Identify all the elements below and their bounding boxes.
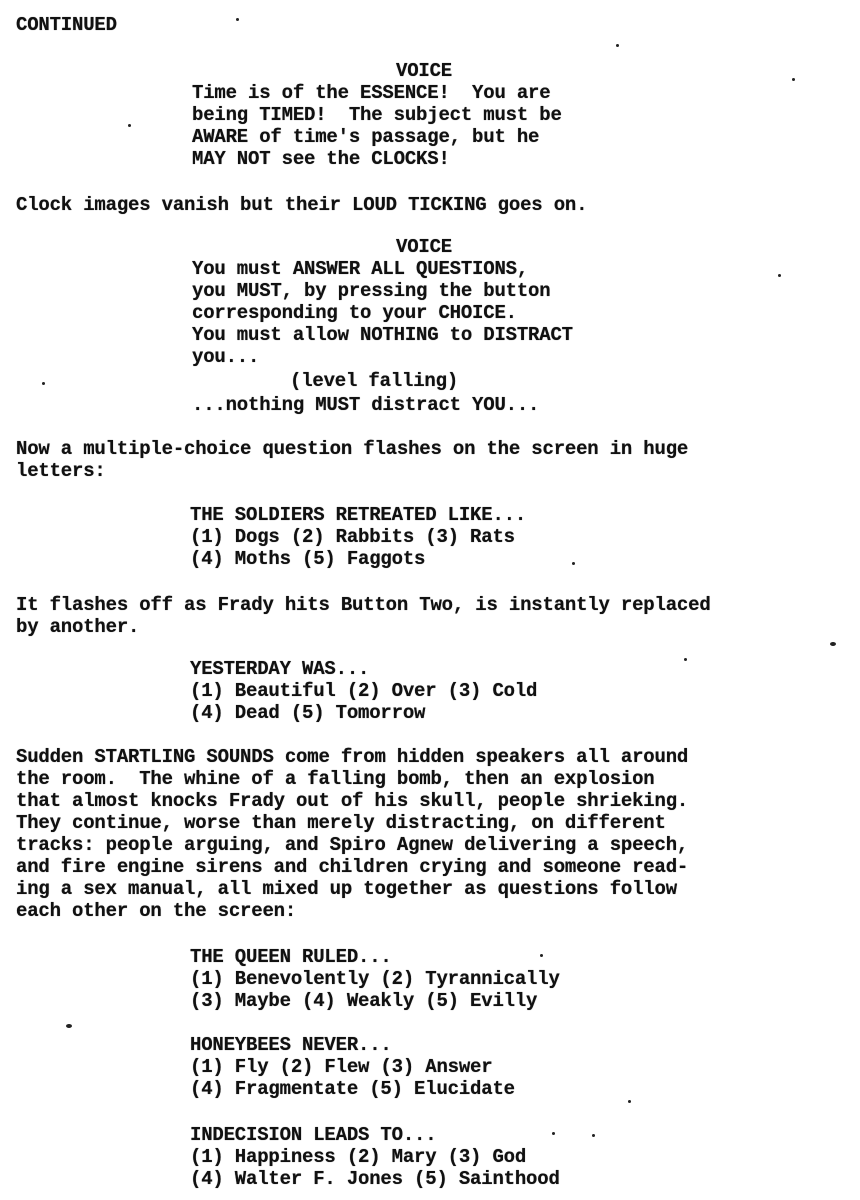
question-options: (1) Fly (2) Flew (3) Answer (190, 1056, 493, 1078)
dialogue-line: you MUST, by pressing the button (192, 280, 551, 302)
dialogue-line: corresponding to your CHOICE. (192, 302, 517, 324)
action-line: They continue, worse than merely distracting, on different (16, 812, 666, 834)
action-line: Clock images vanish but their LOUD TICKING goes on. (16, 194, 588, 216)
action-line: that almost knocks Frady out of his skull, people shrieking. (16, 790, 689, 812)
question-options: (1) Happiness (2) Mary (3) God (190, 1146, 527, 1168)
character-name: VOICE (396, 60, 453, 82)
scan-speck (128, 124, 131, 127)
question-options: (4) Dead (5) Tomorrow (190, 702, 426, 724)
question-title: YESTERDAY WAS... (190, 658, 370, 680)
dialogue-line: you... (192, 346, 260, 368)
action-line: the room. The whine of a falling bomb, then an explosion (16, 768, 655, 790)
scan-speck (66, 1024, 72, 1028)
scan-speck (592, 1134, 595, 1137)
question-title: HONEYBEES NEVER... (190, 1034, 392, 1056)
dialogue-line: Time is of the ESSENCE! You are (192, 82, 551, 104)
action-line: ing a sex manual, all mixed up together as questions follow (16, 878, 677, 900)
parenthetical: (level falling) (290, 370, 459, 392)
scan-speck (778, 274, 781, 277)
action-line: Now a multiple-choice question flashes on the screen in huge (16, 438, 689, 460)
question-title: THE QUEEN RULED... (190, 946, 392, 968)
scan-speck (572, 562, 575, 565)
action-line: tracks: people arguing, and Spiro Agnew delivering a speech, (16, 834, 689, 856)
action-line: each other on the screen: (16, 900, 297, 922)
scan-speck (540, 954, 543, 957)
action-line: letters: (16, 460, 106, 482)
dialogue-line: ...nothing MUST distract YOU... (192, 394, 540, 416)
scan-speck (42, 382, 45, 385)
character-name: VOICE (396, 236, 453, 258)
dialogue-line: being TIMED! The subject must be (192, 104, 562, 126)
scan-speck (830, 642, 836, 646)
dialogue-line: MAY NOT see the CLOCKS! (192, 148, 450, 170)
scan-speck (792, 78, 795, 81)
question-options: (1) Beautiful (2) Over (3) Cold (190, 680, 538, 702)
continued-header: CONTINUED (16, 14, 117, 36)
question-title: THE SOLDIERS RETREATED LIKE... (190, 504, 527, 526)
action-line: It flashes off as Frady hits Button Two, is instantly replaced (16, 594, 711, 616)
action-line: and fire engine sirens and children crying and someone read- (16, 856, 689, 878)
question-options: (1) Benevolently (2) Tyrannically (190, 968, 560, 990)
question-options: (4) Walter F. Jones (5) Sainthood (190, 1168, 560, 1190)
scan-speck (236, 18, 239, 21)
scan-speck (684, 658, 687, 661)
action-line: by another. (16, 616, 140, 638)
scan-speck (628, 1100, 631, 1103)
scan-speck (616, 44, 619, 47)
question-title: INDECISION LEADS TO... (190, 1124, 437, 1146)
action-line: Sudden STARTLING SOUNDS come from hidden speakers all around (16, 746, 689, 768)
dialogue-line: AWARE of time's passage, but he (192, 126, 540, 148)
dialogue-line: You must ANSWER ALL QUESTIONS, (192, 258, 529, 280)
question-options: (1) Dogs (2) Rabbits (3) Rats (190, 526, 515, 548)
scan-speck (552, 1132, 555, 1135)
dialogue-line: You must allow NOTHING to DISTRACT (192, 324, 573, 346)
question-options: (4) Fragmentate (5) Elucidate (190, 1078, 515, 1100)
question-options: (4) Moths (5) Faggots (190, 548, 426, 570)
question-options: (3) Maybe (4) Weakly (5) Evilly (190, 990, 538, 1012)
